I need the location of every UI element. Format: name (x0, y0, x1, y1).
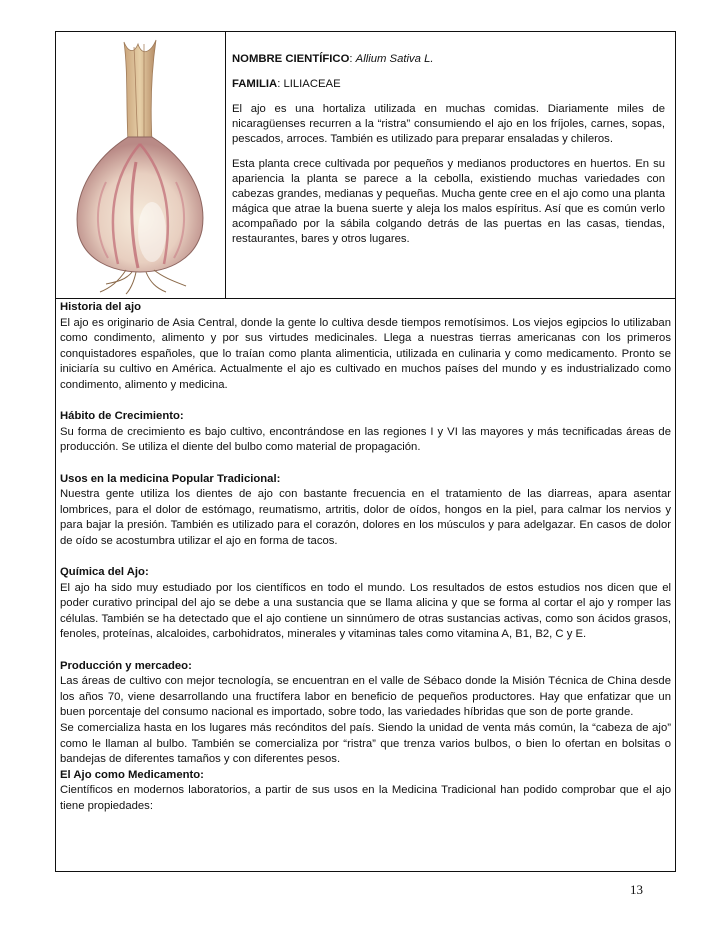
uses-heading: Usos en la medicina Popular Tradicional: (60, 472, 281, 485)
garlic-illustration-cell (56, 32, 226, 298)
body-text (60, 300, 671, 815)
family-value: LILIACEAE (283, 78, 341, 90)
growth-text: Su forma de crecimiento es bajo cultivo, encontrándose en las regiones I y VI las mayores y más tecnificadas áreas de producción. Se utiliza el diente del bulbo como material de propagación. (60, 425, 671, 454)
plant-info (232, 52, 665, 257)
growth-heading: Hábito de Crecimiento: (60, 410, 184, 423)
chemistry-heading: Química del Ajo: (60, 566, 149, 579)
scientific-name-value: Allium Sativa L. (355, 53, 434, 65)
scientific-name-line: NOMBRE CIENTÍFICO: Allium Sativa L. (232, 53, 434, 65)
production-text-1: Las áreas de cultivo con mejor tecnología, se encuentran en el valle de Sébaco donde la Misión Técnica de China desde los años 70, viene desarrollando una fructífera labor en beneficio de pequeños productores. Hay que enfatizar que un buen porcentaje del consumo nacional es importado, sobre todo, las variedades híbridas que son de porte grande. (60, 675, 671, 719)
scientific-name-label: NOMBRE CIENTÍFICO (232, 53, 350, 65)
production-text-2: Se comercializa hasta en los lugares más recónditos del país. Siendo la unidad de venta más común, la “cabeza de ajo” como le llaman al bulbo. También se comercializa por “ristra” que trenza varios bulbos, o bien lo ofertan en bolsitas o bandejas de diferentes tamaños y con diferentes pesos. (60, 722, 671, 766)
medicine-text: Científicos en modernos laboratorios, a partir de sus usos en la Medicina Tradicional han podido comprobar que el ajo tiene propiedades: (60, 784, 671, 812)
chemistry-text: El ajo ha sido muy estudiado por los científicos en todo el mundo. Los resultados de estos estudios nos dicen que el poder curativo principal del ajo se debe a una sustancia que se llama alicina y que se forma al cortar el ajo y romper las células. También se ha detectado que el ajo contiene un sinnúmero de otras sustancias activas, como son ácidos grasos, fenoles, proteínas, alcaloides, carbohidratos, minerales y vitaminas tales como vitamina A, B1, B2, C y E. (60, 581, 671, 641)
uses-text: Nuestra gente utiliza los dientes de ajo con bastante frecuencia en el tratamiento de las diarreas, apara asentar lombrices, para el dolor de estómago, reumatismo, artritis, dolor de oídos, hongos en la piel, para calmar los nervios y para bajar la presión. También es utilizado para el corazón, dolores en los músculos y para adelgazar. En casos de dolor de oído se acostumbra utilizar el ajo en forma de tacos. (60, 488, 671, 547)
family-label: FAMILIA (232, 78, 278, 90)
description-paragraph-1: El ajo es una hortaliza utilizada en muchas comidas. Diariamente miles de nicaragüenses recurren a la “ristra” consumiendo el ajo en los fríjoles, carnes, sopas, pescados, arroces. También es utilizado para preparar ensaladas y chileros. (232, 103, 665, 145)
garlic-bulb-illustration (56, 32, 224, 296)
header-row (56, 32, 675, 299)
history-heading: Historia del ajo (60, 301, 141, 313)
medicine-heading: El Ajo como Medicamento: (60, 768, 204, 781)
production-heading: Producción y mercadeo: (60, 659, 192, 672)
page-number: 13 (630, 882, 643, 897)
page-frame (55, 31, 676, 872)
family-line: FAMILIA: LILIACEAE (232, 78, 341, 90)
history-text: El ajo es originario de Asia Central, donde la gente lo cultiva desde tiempos remotísimos. Los viejos egipcios lo utilizaban como condimento, alimento y por sus virtudes medicinales. Llega a nuestras tierras americanas con los primeros conquistadores españoles, que lo traían como planta alimenticia, utilizada en culinaria y como medicamento. Pronto se iniciaría su cultivo en América. Actualmente el ajo es cultivado en muchos países del mundo y es industrializado como condimento, alimento y medicina. (60, 316, 671, 391)
description-paragraph-2: Esta planta crece cultivada por pequeños y medianos productores en huertos. En su apariencia la planta se parece a la cebolla, existiendo muchas variedades con cabezas grandes, medianas y pequeñas. Mucha gente cree en el ajo como una planta mágica que atrae la buena suerte y aleja los malos espíritus. Así que es común verlo acompañado por la sábila colgando detrás de las puertas en las casas, tiendas, restaurantes, bares y otros lugares. (232, 158, 665, 245)
